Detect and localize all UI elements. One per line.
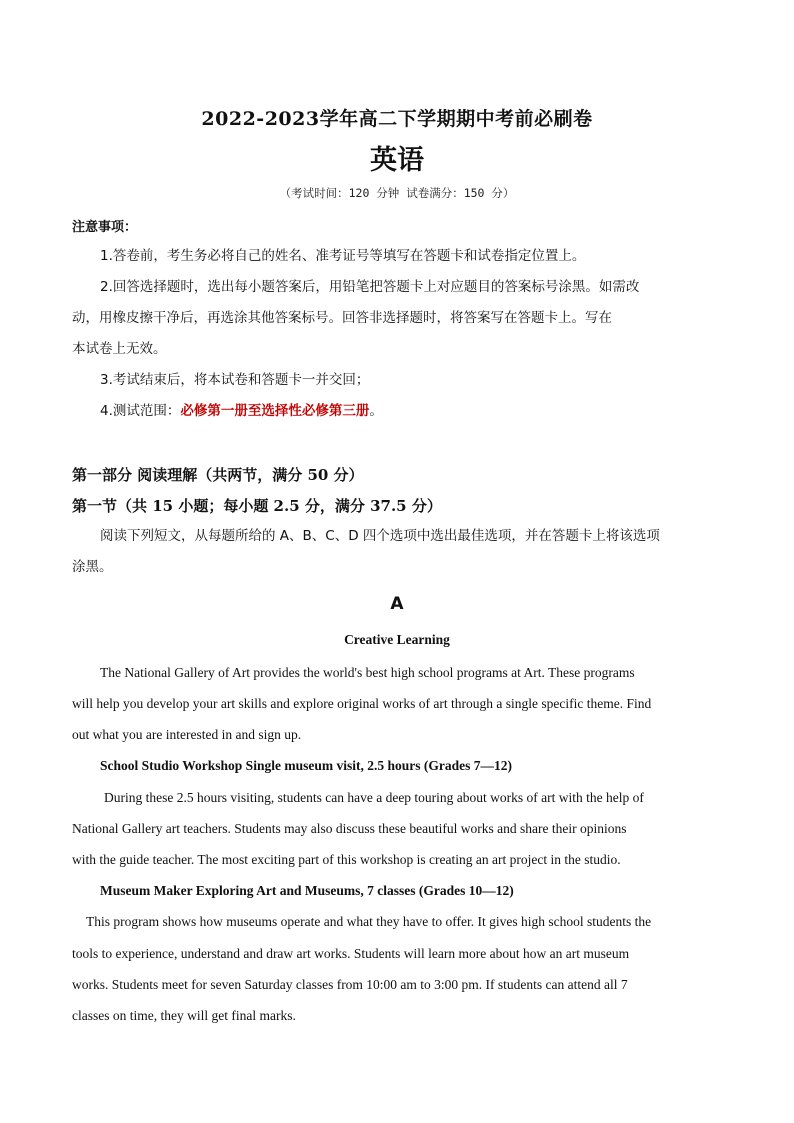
section-one-heading: 第一节（共 15 小题；每小题 2.5 分，满分 37.5 分） xyxy=(72,497,442,515)
part-one-heading: 第一部分 阅读理解（共两节，满分 50 分） xyxy=(72,466,364,484)
program-2-line-1: This program shows how museums operate and what they have to offer. It gives high school students the xyxy=(86,914,652,929)
passage-title: Creative Learning xyxy=(344,632,450,647)
intro-line-2: will help you develop your art skills and explore original works of art through a single specific theme. Find xyxy=(72,696,652,711)
notice-item-1: 1.答卷前，考生务必将自己的姓名、准考证号等填写在答题卡和试卷指定位置上。 xyxy=(100,248,586,264)
instruction-line-1: 阅读下列短文，从每题所给的 A、B、C、D 四个选项中选出最佳选项，并在答题卡上将该选项 xyxy=(100,528,660,544)
program-2-line-4: classes on time, they will get final marks. xyxy=(72,1008,296,1023)
exam-time-info: （考试时间：120 分钟 试卷满分：150 分） xyxy=(279,186,515,200)
notice-item-4-prefix: 4.测试范围： xyxy=(100,403,181,419)
intro-line-1: The National Gallery of Art provides the world's best high school programs at Art. These programs xyxy=(100,665,635,680)
notice-item-2-line-1: 2.回答选择题时，选出每小题答案后，用铅笔把答题卡上对应题目的答案标号涂黑。如需改 xyxy=(100,279,640,295)
program-2-line-2: tools to experience, understand and draw art works. Students will learn more about how an art museum xyxy=(72,946,630,961)
program-1-line-3: with the guide teacher. The most exciting part of this workshop is creating an art project in the studio. xyxy=(72,852,621,867)
test-range: 必修第一册至选择性必修第三册 xyxy=(180,403,370,419)
program-2-line-3: works. Students meet for seven Saturday classes from 10:00 am to 3:00 pm. If students can attend all 7 xyxy=(72,977,628,992)
exam-title: 2022-2023学年高二下学期期中考前必刷卷 xyxy=(201,108,593,130)
notice-heading: 注意事项： xyxy=(72,220,138,235)
program-1-line-1: During these 2.5 hours visiting, students can have a deep touring about works of art with the help of xyxy=(104,790,644,805)
intro-line-3: out what you are interested in and sign up. xyxy=(72,727,302,742)
instruction-line-2: 涂黑。 xyxy=(72,559,113,575)
notice-item-2-line-2: 动，用橡皮擦干净后，再选涂其他答案标号。回答非选择题时，将答案写在答题卡上。写在 xyxy=(72,310,612,326)
notice-item-4-suffix: 。 xyxy=(369,403,383,419)
program-1-line-2: National Gallery art teachers. Students may also discuss these beautiful works and share their opinions xyxy=(72,821,627,836)
passage-letter: A xyxy=(390,594,404,614)
notice-item-4 xyxy=(100,396,383,427)
program-1-heading: School Studio Workshop Single museum visit, 2.5 hours (Grades 7—12) xyxy=(100,758,512,773)
notice-item-3: 3.考试结束后，将本试卷和答题卡一并交回； xyxy=(100,372,370,388)
program-2-heading: Museum Maker Exploring Art and Museums, 7 classes (Grades 10—12) xyxy=(100,883,514,898)
subject-title: 英语 xyxy=(370,145,424,176)
notice-item-2-line-3: 本试卷上无效。 xyxy=(72,341,167,357)
